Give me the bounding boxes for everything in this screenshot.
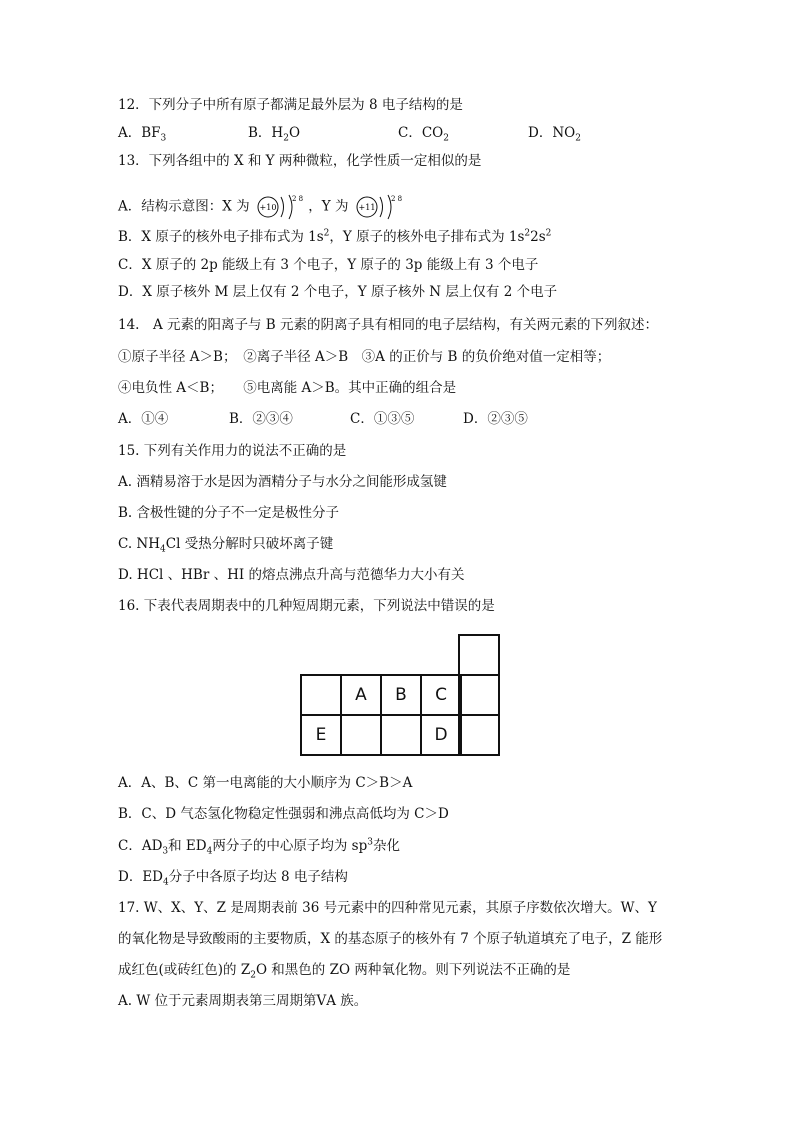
q12-option-b: B．$H_2O$ xyxy=(248,125,301,144)
q12-option-d: D．$NO_2$ xyxy=(528,125,581,144)
q14-option-a: A．①④ xyxy=(118,411,169,427)
q13-option-d: D．X 原子核外 M 层上仅有 2 个电子，Y 原子核外 N 层上仅有 2 个电子 xyxy=(118,284,558,300)
q17-option-a: A. W 位于元素周期表第三周期第ⅤA 族。 xyxy=(118,993,368,1009)
q14-statements-2: ④电负性 A＜B； ⑤电离能 A＞B。其中正确的组合是 xyxy=(118,380,457,396)
q14-stem: 14. A 元素的阳离子与 B 元素的阴离子具有相同的电子层结构，有关两元素的下列叙述： xyxy=(118,317,659,333)
q13-option-c: C．X 原子的 2p 能级上有 3 个电子，Y 原子的 3p 能级上有 3 个电子 xyxy=(118,257,539,273)
q15-stem: 15. 下列有关作用力的说法不正确的是 xyxy=(118,443,347,459)
q14-option-c: C．①③⑤ xyxy=(350,411,415,427)
q15-option-a: A. 酒精易溶于水是因为酒精分子与水分之间能形成氢键 xyxy=(118,474,447,490)
atom-y-nucleus: +11 xyxy=(358,203,376,212)
atom-x-nucleus: +10 xyxy=(259,203,277,212)
table-cell-empty xyxy=(300,674,342,716)
table-cell-empty xyxy=(380,714,422,756)
q13-option-b: B．X 原子的核外电子排布式为 $1s^2$，Y 原子的核外电子排布式为 $1s^22s^2$ xyxy=(118,228,552,245)
atom-x-shells: 2 8 xyxy=(291,195,304,203)
atom-structure-x-icon xyxy=(256,194,302,220)
q16-stem: 16. 下表代表周期表中的几种短周期元素，下列说法中错误的是 xyxy=(118,598,495,614)
table-cell-d: D xyxy=(420,714,462,756)
q16-option-a: A．A、B、C 第一电离能的大小顺序为 C＞B＞A xyxy=(118,775,413,791)
table-cell-e: E xyxy=(300,714,342,756)
q14-option-d: D．②③⑤ xyxy=(463,411,528,427)
q16-option-c: C．$AD_3$和 $ED_4$两分子的中心原子均为 $sp^3$杂化 xyxy=(118,837,400,857)
q12-stem: 12．下列分子中所有原子都满足最外层为 8 电子结构的是 xyxy=(118,97,463,113)
q16-option-b: B．C、D 气态氢化物稳定性强弱和沸点高低均为 C＞D xyxy=(118,806,449,822)
q16-option-d: D．$ED_4$分子中各原子均达 8 电子结构 xyxy=(118,869,348,888)
q14-statements-1: ①原子半径 A＞B； ②离子半径 A＞B ③A 的正价与 B 的负价绝对值一定相等； xyxy=(118,349,611,365)
table-cell-empty xyxy=(458,714,500,756)
q17-stem-line-2: 的氧化物是导致酸雨的主要物质，X 的基态原子的核外有 7 个原子轨道填充了电子，Z 能形 xyxy=(118,931,663,947)
q12-option-a: A．$BF_3$ xyxy=(118,125,167,144)
q15-option-d: D. HCl 、HBr 、HI 的熔点沸点升高与范德华力大小有关 xyxy=(118,567,465,583)
q15-option-b: B. 含极性键的分子不一定是极性分子 xyxy=(118,505,340,521)
periodic-table-grid xyxy=(300,634,500,756)
table-cell-b: B xyxy=(380,674,422,716)
q13-stem: 13．下列各组中的 X 和 Y 两种微粒，化学性质一定相似的是 xyxy=(118,153,482,169)
q15-option-c: C. $NH_4Cl$ 受热分解时只破坏离子键 xyxy=(118,536,334,555)
q17-stem-line-1: 17. W、X、Y、Z 是周期表前 36 号元素中的四种常见元素，其原子序数依次增大。W、Y xyxy=(118,900,657,916)
table-cell-empty xyxy=(458,634,500,676)
atom-structure-y-icon xyxy=(355,194,401,220)
q14-option-b: B．②③④ xyxy=(229,411,293,427)
table-cell-empty xyxy=(458,674,500,716)
table-cell-a: A xyxy=(340,674,382,716)
q12-option-c: C．$CO_2$ xyxy=(398,125,449,144)
table-cell-c: C xyxy=(420,674,462,716)
atom-y-shells: 2 8 xyxy=(390,195,402,203)
q13-option-a: A．结构示意图：X 为 +10 2 8 ，Y 为 +11 2 8 xyxy=(118,194,403,220)
q17-stem-line-3: 成红色(或砖红色)的 $Z_2O$ 和黑色的 ZO 两种氧化物。则下列说法不正确的是 xyxy=(118,962,571,981)
table-cell-empty xyxy=(340,714,382,756)
